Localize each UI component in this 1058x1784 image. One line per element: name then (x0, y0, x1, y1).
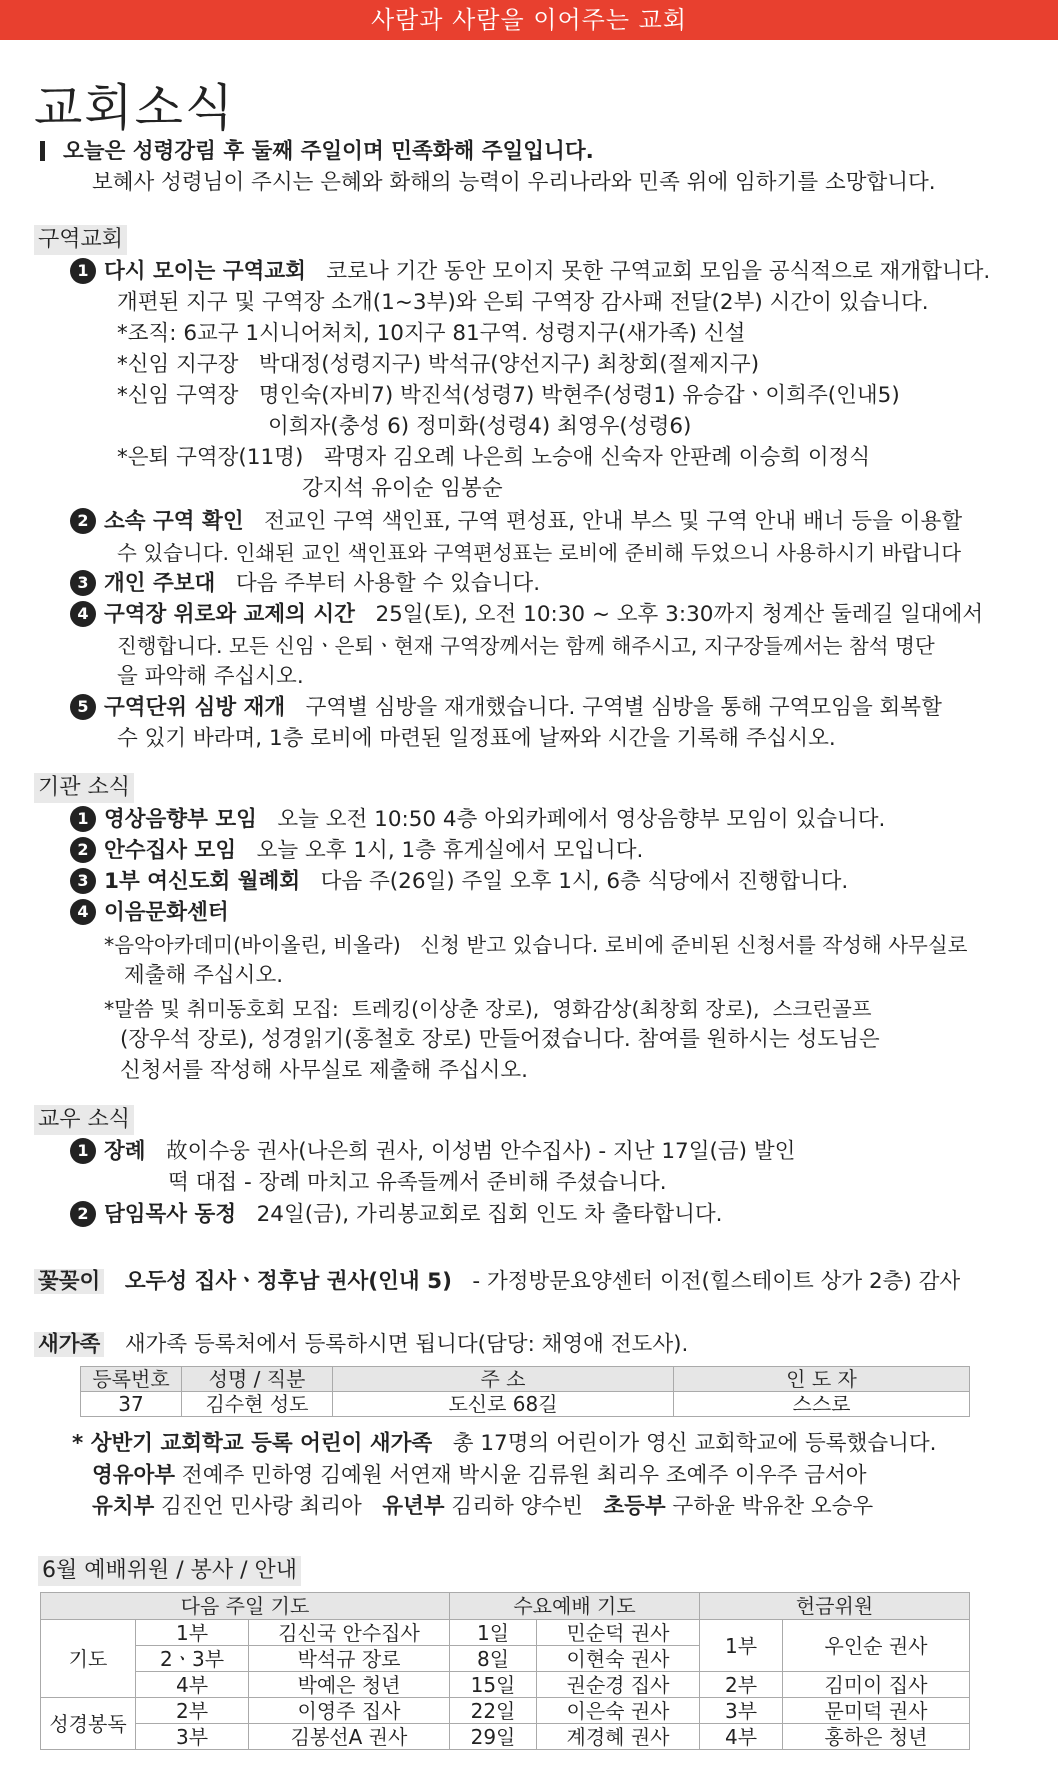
cell: 계경혜 권사 (537, 1724, 700, 1750)
flowers-text: - 가정방문요양센터 이전(힐스테이트 상가 2층) 감사 (472, 1269, 961, 1294)
category-cell: 성경봉독 (41, 1698, 136, 1750)
district-item-1-line: 개편된 지구 및 구역장 소개(1~3부)와 은퇴 구역장 감사패 전달(2부) 시간이 있습니다. (117, 290, 929, 315)
newfamily-line (34, 1330, 688, 1360)
newfamily-text: 새가족 등록처에서 등록하시면 됩니다(담당: 채영애 전도사). (124, 1332, 689, 1357)
school-dept-line (92, 1492, 873, 1522)
org-item-4-line: 신청서를 작성해 사무실로 제출해 주십시오. (120, 1058, 529, 1083)
item-title: 다시 모이는 구역교회 (104, 259, 306, 284)
col-header: 헌금위원 (700, 1593, 970, 1620)
col-header: 수요예배 기도 (450, 1593, 700, 1620)
number-badge: 5 (70, 694, 96, 720)
number-badge: 3 (70, 570, 96, 596)
district-item-5-line: 수 있기 바라며, 1층 로비에 마련된 일정표에 날짜와 시간을 기록해 주십시오. (117, 726, 836, 751)
district-item-1-line: 강지석 유이순 임봉순 (302, 476, 503, 501)
dept-label: 유치부 (92, 1494, 155, 1519)
org-item-1 (70, 805, 885, 835)
col-header: 주 소 (333, 1367, 674, 1392)
cell: 이은숙 권사 (537, 1698, 700, 1724)
item-text: 24일(금), 가리봉교회로 집회 인도 차 출타합니다. (256, 1202, 723, 1227)
intro-headline-text: 오늘은 성령강림 후 둘째 주일이며 민족화해 주일입니다. (63, 139, 594, 164)
item-title: 개인 주보대 (104, 571, 216, 596)
number-badge: 1 (70, 806, 96, 832)
org-item-3 (70, 867, 848, 897)
item-title: 소속 구역 확인 (104, 509, 244, 534)
district-item-1-line: *조직: 6교구 1시니어처치, 10지구 81구역. 성령지구(새가족) 신설 (117, 321, 746, 346)
item-text: 25일(토), 오전 10:30 ~ 오후 3:30까지 청계산 둘레길 일대에서 (375, 602, 984, 627)
cell: 2부 (700, 1672, 783, 1698)
item-text: 故이수웅 권사(나은희 권사, 이성범 안수집사) - 지난 17일(금) 발인 (166, 1139, 796, 1164)
cell: 15일 (450, 1672, 537, 1698)
cell: 문미덕 권사 (783, 1698, 970, 1724)
table-header-row (81, 1367, 970, 1392)
dept-label: 유년부 (382, 1494, 445, 1519)
dept-names: 김진언 민사랑 최리아 (161, 1494, 362, 1519)
members-item-1-line: 떡 대접 - 장례 마치고 유족들께서 준비해 주셨습니다. (168, 1170, 667, 1195)
worship-table (40, 1592, 970, 1750)
number-badge: 3 (70, 868, 96, 894)
number-badge: 2 (70, 508, 96, 534)
cell: 2ㆍ3부 (136, 1646, 249, 1672)
flowers-label: 꽃꽂이 (34, 1269, 104, 1294)
district-item-2-line: 수 있습니다. 인쇄된 교인 색인표와 구역편성표는 로비에 준비해 두었으니 사용하시기 바랍니다 (117, 541, 961, 565)
cell: 1일 (450, 1620, 537, 1646)
item-text: 다음 주부터 사용할 수 있습니다. (235, 571, 541, 596)
cell: 4부 (700, 1724, 783, 1750)
cell: 김미이 집사 (783, 1672, 970, 1698)
district-item-5 (70, 693, 942, 723)
district-item-1-line: *신임 지구장 박대정(성령지구) 박석규(양선지구) 최창회(절제지구) (117, 352, 760, 377)
number-badge: 1 (70, 258, 96, 284)
col-header: 인 도 자 (674, 1367, 970, 1392)
item-text: 구역별 심방을 재개했습니다. 구역별 심방을 통해 구역모임을 회복할 (305, 695, 942, 720)
cell: 8일 (450, 1646, 537, 1672)
table-row (41, 1672, 970, 1698)
intro-headline (40, 137, 594, 167)
section-heading-members: 교우 소식 (34, 1105, 134, 1135)
cell: 2부 (136, 1698, 249, 1724)
cell: 박예은 청년 (249, 1672, 450, 1698)
item-text: 다음 주(26일) 주일 오후 1시, 6층 식당에서 진행합니다. (320, 869, 849, 894)
school-text: 총 17명의 어린이가 영신 교회학교에 등록했습니다. (452, 1431, 937, 1456)
cell: 박석규 장로 (249, 1646, 450, 1672)
district-item-3 (70, 569, 540, 599)
table-header-row (41, 1593, 970, 1620)
cell: 김수현 성도 (182, 1392, 333, 1417)
org-item-4-line: *음악아카데미(바이올린, 비올라) 신청 받고 있습니다. 로비에 준비된 신청서를 작성해 사무실로 (104, 933, 968, 957)
col-header: 성명 / 직분 (182, 1367, 333, 1392)
cell: 37 (81, 1392, 182, 1417)
cell: 우인순 권사 (783, 1620, 970, 1672)
members-item-2 (70, 1200, 722, 1230)
cell: 3부 (136, 1724, 249, 1750)
item-text: 전교인 구역 색인표, 구역 편성표, 안내 부스 및 구역 안내 배너 등을 이용할 (264, 509, 963, 534)
item-text: 오늘 오후 1시, 1층 휴게실에서 모입니다. (256, 838, 644, 863)
school-title: * 상반기 교회학교 등록 어린이 새가족 (72, 1431, 433, 1456)
item-title: 안수집사 모임 (104, 838, 237, 863)
item-title: 구역장 위로와 교제의 시간 (104, 602, 355, 627)
district-item-1 (70, 257, 990, 287)
item-title: 장례 (104, 1139, 146, 1164)
cell: 홍하은 청년 (783, 1724, 970, 1750)
item-title: 이음문화센터 (104, 900, 229, 925)
table-row (81, 1392, 970, 1417)
cell: 스스로 (674, 1392, 970, 1417)
table-row (41, 1698, 970, 1724)
dept-names: 구하윤 박유찬 오승우 (672, 1494, 874, 1519)
category-cell: 기도 (41, 1620, 136, 1698)
cell: 22일 (450, 1698, 537, 1724)
header-banner: 사람과 사람을 이어주는 교회 (0, 0, 1058, 40)
table-row (41, 1620, 970, 1646)
flowers-line (34, 1267, 960, 1297)
section-heading-district: 구역교회 (34, 225, 127, 255)
cell: 권순경 집사 (537, 1672, 700, 1698)
number-badge: 1 (70, 1138, 96, 1164)
item-title: 1부 여신도회 월례회 (104, 869, 301, 894)
org-item-4-line: 제출해 주십시오. (124, 963, 284, 988)
col-header: 등록번호 (81, 1367, 182, 1392)
district-item-2 (70, 507, 962, 537)
cell: 1부 (700, 1620, 783, 1672)
dept-label: 초등부 (603, 1494, 666, 1519)
table-row (41, 1724, 970, 1750)
dept-label: 영유아부 (92, 1463, 176, 1488)
district-item-1-line: *신임 구역장 명인숙(자비7) 박진석(성령7) 박현주(성령1) 유승갑ㆍ이희주(인내5) (117, 383, 900, 408)
number-badge: 2 (70, 837, 96, 863)
intro-body: 보혜사 성령님이 주시는 은혜와 화해의 능력이 우리나라와 민족 위에 임하기를 소망합니다. (92, 170, 936, 195)
cell: 김신국 안수집사 (249, 1620, 450, 1646)
district-item-1-line: *은퇴 구역장(11명) 곽명자 김오례 나은희 노승애 신숙자 안판례 이승희 이정식 (117, 445, 871, 470)
cell: 4부 (136, 1672, 249, 1698)
bullet-bar (40, 141, 45, 161)
school-dept-line (92, 1461, 867, 1491)
cell: 도신로 68길 (333, 1392, 674, 1417)
dept-names: 전예주 민하영 김예원 서연재 박시윤 김류원 최리우 조예주 이우주 금서아 (181, 1463, 867, 1488)
members-item-1 (70, 1137, 795, 1167)
newfamily-table (80, 1366, 970, 1417)
district-item-4-line: 진행합니다. 모든 신임ㆍ은퇴ㆍ현재 구역장께서는 함께 해주시고, 지구장들께서는 참석 명단 (117, 634, 935, 658)
col-header: 다음 주일 기도 (41, 1593, 450, 1620)
flowers-names: 오두성 집사ㆍ정후남 권사(인내 5) (124, 1269, 452, 1294)
item-title: 영상음향부 모임 (104, 807, 257, 832)
number-badge: 4 (70, 899, 96, 925)
page-title: 교회소식 (34, 79, 236, 137)
number-badge: 4 (70, 601, 96, 627)
org-item-4 (70, 898, 229, 928)
district-item-4-line: 을 파악해 주십시오. (117, 664, 304, 689)
district-item-1-line: 이희자(충성 6) 정미화(성령4) 최영우(성령6) (268, 414, 692, 439)
number-badge: 2 (70, 1201, 96, 1227)
item-title: 구역단위 심방 재개 (104, 695, 286, 720)
cell: 김봉선A 권사 (249, 1724, 450, 1750)
cell: 1부 (136, 1620, 249, 1646)
org-item-4-line: *말씀 및 취미동호회 모집: 트레킹(이상춘 장로), 영화감상(최창회 장로), 스크린골프 (104, 997, 872, 1021)
cell: 3부 (700, 1698, 783, 1724)
school-line (72, 1429, 936, 1459)
newfamily-label: 새가족 (34, 1332, 104, 1357)
cell: 민순덕 권사 (537, 1620, 700, 1646)
item-text: 오늘 오전 10:50 4층 아외카페에서 영상음향부 모임이 있습니다. (277, 807, 886, 832)
org-item-2 (70, 836, 643, 866)
cell: 이현숙 권사 (537, 1646, 700, 1672)
org-item-4-line: (장우석 장로), 성경읽기(홍철호 장로) 만들어졌습니다. 참여를 원하시는 성도님은 (120, 1027, 880, 1052)
section-heading-worship: 6월 예배위원 / 봉사 / 안내 (38, 1556, 301, 1586)
dept-names: 김리하 양수빈 (451, 1494, 583, 1519)
item-title: 담임목사 동정 (104, 1202, 237, 1227)
cell: 29일 (450, 1724, 537, 1750)
cell: 이영주 집사 (249, 1698, 450, 1724)
section-heading-org: 기관 소식 (34, 773, 134, 803)
item-text: 코로나 기간 동안 모이지 못한 구역교회 모임을 공식적으로 재개합니다. (326, 259, 991, 284)
district-item-4 (70, 600, 983, 630)
